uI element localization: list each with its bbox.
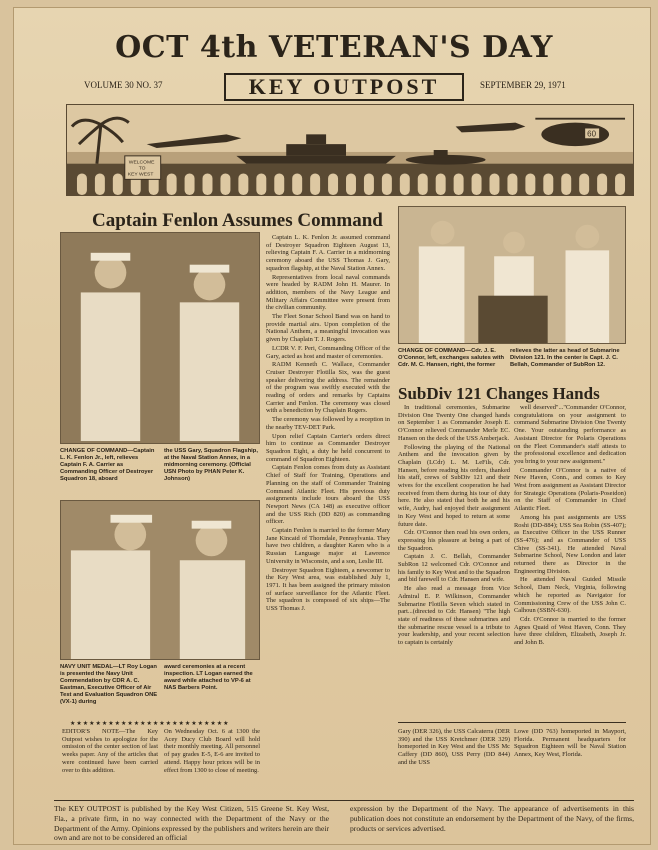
paragraph: Cdr. O'Connor then read his own orders, expressing his pleasure at being a part of the Squadron. [398, 529, 510, 552]
issue-date: SEPTEMBER 29, 1971 [480, 80, 566, 90]
newspaper-page [14, 8, 650, 844]
paragraph: He also read a message from Vice Admiral E. P. Wilkinson, Commander Submarine Flotilla Seven which stated in part...(directed to Cdr. Hansen) "The high state of readiness of these submarines and the submarine rescue vessel is a tribute to your leadership, and your recent selection to captain is certainly [398, 585, 510, 647]
publisher-notice-right: expression by the Department of the Navy. The appearance of advertisements in this publication does not constitute an endorsement by the Department of the Navy, of the firms, products or services advertised. [350, 804, 634, 833]
caption3-left: CHANGE OF COMMAND—Cdr. J. E. O'Connor, left, exchanges salutes with Cdr. M. C. Hansen, right, the former [398, 348, 505, 368]
paragraph: well deserved"..."Commander O'Connor, congratulations on your assignment to command Submarine Division One Twenty One. Your outstanding performance as Assistant Director for Polaris Operations on the Fleet Commander's staff attests to the professional excellence and dedication you bring to your new assignment." [514, 404, 626, 465]
banner-scene [67, 105, 633, 195]
paragraph: He attended Naval Guided Missile School, Dam Neck, Virginia, following which he reported as Navigator for Commissioning Crew of the USS John C. Calhoun (SSBN-630). [514, 576, 626, 615]
subdiv-change-photo [398, 206, 626, 344]
paragraph: Commander O'Connor is a native of New Haven, Conn., and comes to Key West from assignment as Assistant Director for Strategic Operations (Polaris-Poseidon) on the Staff of Commander in Chief Atlantic Fleet. [514, 466, 626, 513]
sign-line-2: TO [138, 166, 146, 172]
story2-col-a [398, 404, 510, 716]
paper-name: KEY OUTPOST [224, 73, 464, 101]
publisher-notice [54, 804, 634, 844]
volume-number: VOLUME 30 NO. 37 [84, 80, 163, 90]
story2-title: SubDiv 121 Changes Hands [398, 384, 600, 403]
paragraph: Among his past assignments are USS Roshi (DD-884); USS Sea Robin (SS-407); as Executive Officer in the USS Runner (SS-476); and as Commander of USS Chive (SS-341). He attended Naval Submarine School, New London and later returned there as Director in the Engineering Division. [514, 513, 626, 575]
star-divider: ★★★★★★★★★★★★★★★★★★★★★★★★★ [70, 720, 230, 727]
paragraph: Destroyer Squadron Eighteen, a newcomer to the Key West area, was established July 1, 1971. It has been assigned the primary mission of surface surveillance for the Atlantic Fleet. The squadron is composed of six ships—The USS Thomas J. [266, 566, 390, 613]
paragraph: Captain L. K. Fenlon Jr. assumed command of Destroyer Squadron Eighteen August 13, relieving Captain F. A. Carrier in a midmorning ceremony aboard the USS Thomas J. Gary, squadron flagship, at the Naval Station Annex. [266, 234, 390, 272]
paragraph: The ceremony was followed by a reception in the nearby TEV-DET Park. [266, 416, 390, 431]
caption1-left: CHANGE OF COMMAND—Captain L. K. Fenlon Jr., left, relieves Captain F. A. Carrier as Commanding Officer of Destroyer Squadron 18, aboard [60, 448, 155, 482]
masthead-illustration [66, 104, 634, 196]
caption3-right: relieves the latter as head of Submarine Division 121. In the center is Capt. J. C. Bellah, Commander of SubRon 12. [510, 348, 620, 368]
paragraph: LCDR V. F. Peri, Commanding Officer of the Gary, acted as host and master of ceremonies. [266, 344, 390, 360]
caption2-left: NAVY UNIT MEDAL—LT Roy Logan is presented the Navy Unit Commendation by CDR A. C. Eastman, Executive Officer of Air Test and Evaluation Squadron ONE (VX-1) during [60, 664, 158, 705]
navy-unit-medal-photo [60, 500, 260, 660]
story1-body [266, 234, 390, 798]
caption1-right: the USS Gary, Squadron Flagship, at the Naval Station Annex, in a midmorning ceremony. (Official USN Photo by PHAN Peter K. Johnson) [164, 448, 258, 482]
sign-line-3: KEY WEST [127, 172, 154, 178]
squadron-ships-continued: Gary (DER 326), the USS Calcaterra (DER 390) and the USS Kretchmer (DER 329) homeported in Key West and the USS Mc Caffery (DD 860), USS Perry (DD 844) and the USS [398, 728, 510, 766]
paragraph: In traditional ceremonies, Submarine Division One Twenty One changed hands on September 1 as Commander Joseph E. O'Connor relieved Commander Merle EC. Hansen on the deck of the USS Amberjack. [398, 404, 510, 442]
headline: OCT 4th VETERAN'S DAY [115, 30, 553, 65]
divider [398, 722, 626, 723]
paragraph: The Fleet Sonar School Band was on hand to provide martial airs. Upon completion of the National Anthem, a meaningful invocation was given by Chaplain T. J. Rogers. [266, 313, 390, 344]
paragraph: Captain Fenlon comes from duty as Assistant Chief of Staff for Training, Operations and Planning on the staff of Commander Training Command Atlantic Fleet. His previous duty assignments include tours aboard the USS Newport News (CA 148) as executive officer and the USS Rich (DD 820) as commanding officer. [266, 464, 390, 526]
paragraph: Cdr. O'Connor is married to the former Agnes Quaid of West Haven, Conn. They have three children, Elizabeth, Joseph Jr. and John B. [514, 615, 626, 647]
sign-line-1: WELCOME [128, 160, 155, 166]
story1-title: Captain Fenlon Assumes Command [92, 210, 383, 231]
editor-note: EDITOR'S NOTE—The Key Outpost wishes to apologize for the omission of the center section of last weeks paper. Any of the articles that were continued have been carried over to this addition. [62, 728, 158, 774]
paragraph: Captain J. C. Bellah, Commander SubRon 12 welcomed Cdr. O'Connor and his family to Key West and to the Squadron and bid farewell to Cdr. Hansen and wife. [398, 553, 510, 584]
paragraph: Captain Fenlon is married to the former Mary Jane Kincaid of Thorndale, Pennsylvania. They have two children, a daughter Karen who is a Russian Language major at Lawrence University in Wisconsin, and a son, Leslie III. [266, 527, 390, 565]
squadron-headquarters-continued: Lowe (DD 763) homeported in Mayport, Florida. Permanent headquarters for Squadron Eighteen will be Naval Station Annex, Key West, Florida. [514, 728, 626, 759]
paragraph: RADM Kenneth C. Wallace, Commander Cruiser Destroyer Flotilla Six, was the guest speaker delivering the address. The remainder of the program was swiftly executed with the reading of orders and remarks by Captains Carrier and Fenlon. The ceremony was closed with a benediction by Chaplain Rogers. [266, 361, 390, 415]
paragraph: Upon relief Captain Carrier's orders direct him to continue as Commander Destroyer Squadron Eight, a duty he held concurrent to command of Squadron Eighteen. [266, 432, 390, 463]
change-of-command-photo [60, 232, 260, 444]
helicopter-number: 60 [587, 129, 597, 139]
acey-ducy-notice: On Wednesday Oct. 6 at 1300 the Acey Ducy Club Board will hold their monthly meeting. All personnel of pay grades E-5, E-6 are invited to attend. Happy hour prices will be in effect from 1300 to close of meeting. [164, 728, 260, 774]
story2-col-b [514, 404, 626, 716]
publisher-notice-left: The KEY OUTPOST is published by the Key West Citizen, 515 Greene St. Key West, Fla., a private firm, in no way connected with the Department of the Navy or the Department of the Army. Opinions expressed by the publishers and writers herein are their own and are not to be considered an official [54, 804, 329, 843]
paragraph: Following the playing of the National Anthem and the invocation given by Chaplain (LCdr) L. M. LeFils, Cdr. Hansen, before reading his orders, thanked his staff, crews of SubDiv 121 and their wives for the excellent cooperation he had received from them during his tour of duty here. He also stated that both he and his wife, Audry, had enjoyed their assignment in Key West and hoped to return at some future date. [398, 443, 510, 528]
paragraph: Representatives from local naval commands were headed by RADM John H. Maurer. In addition, members of the Navy League and Military Affairs Committee were present from the civilian community. [266, 273, 390, 312]
footer-rule [54, 800, 634, 801]
caption2-right: award ceremonies at a recent inspection. LT Logan earned the award while attached to VP-6 at NAS Barbers Point. [164, 664, 253, 691]
